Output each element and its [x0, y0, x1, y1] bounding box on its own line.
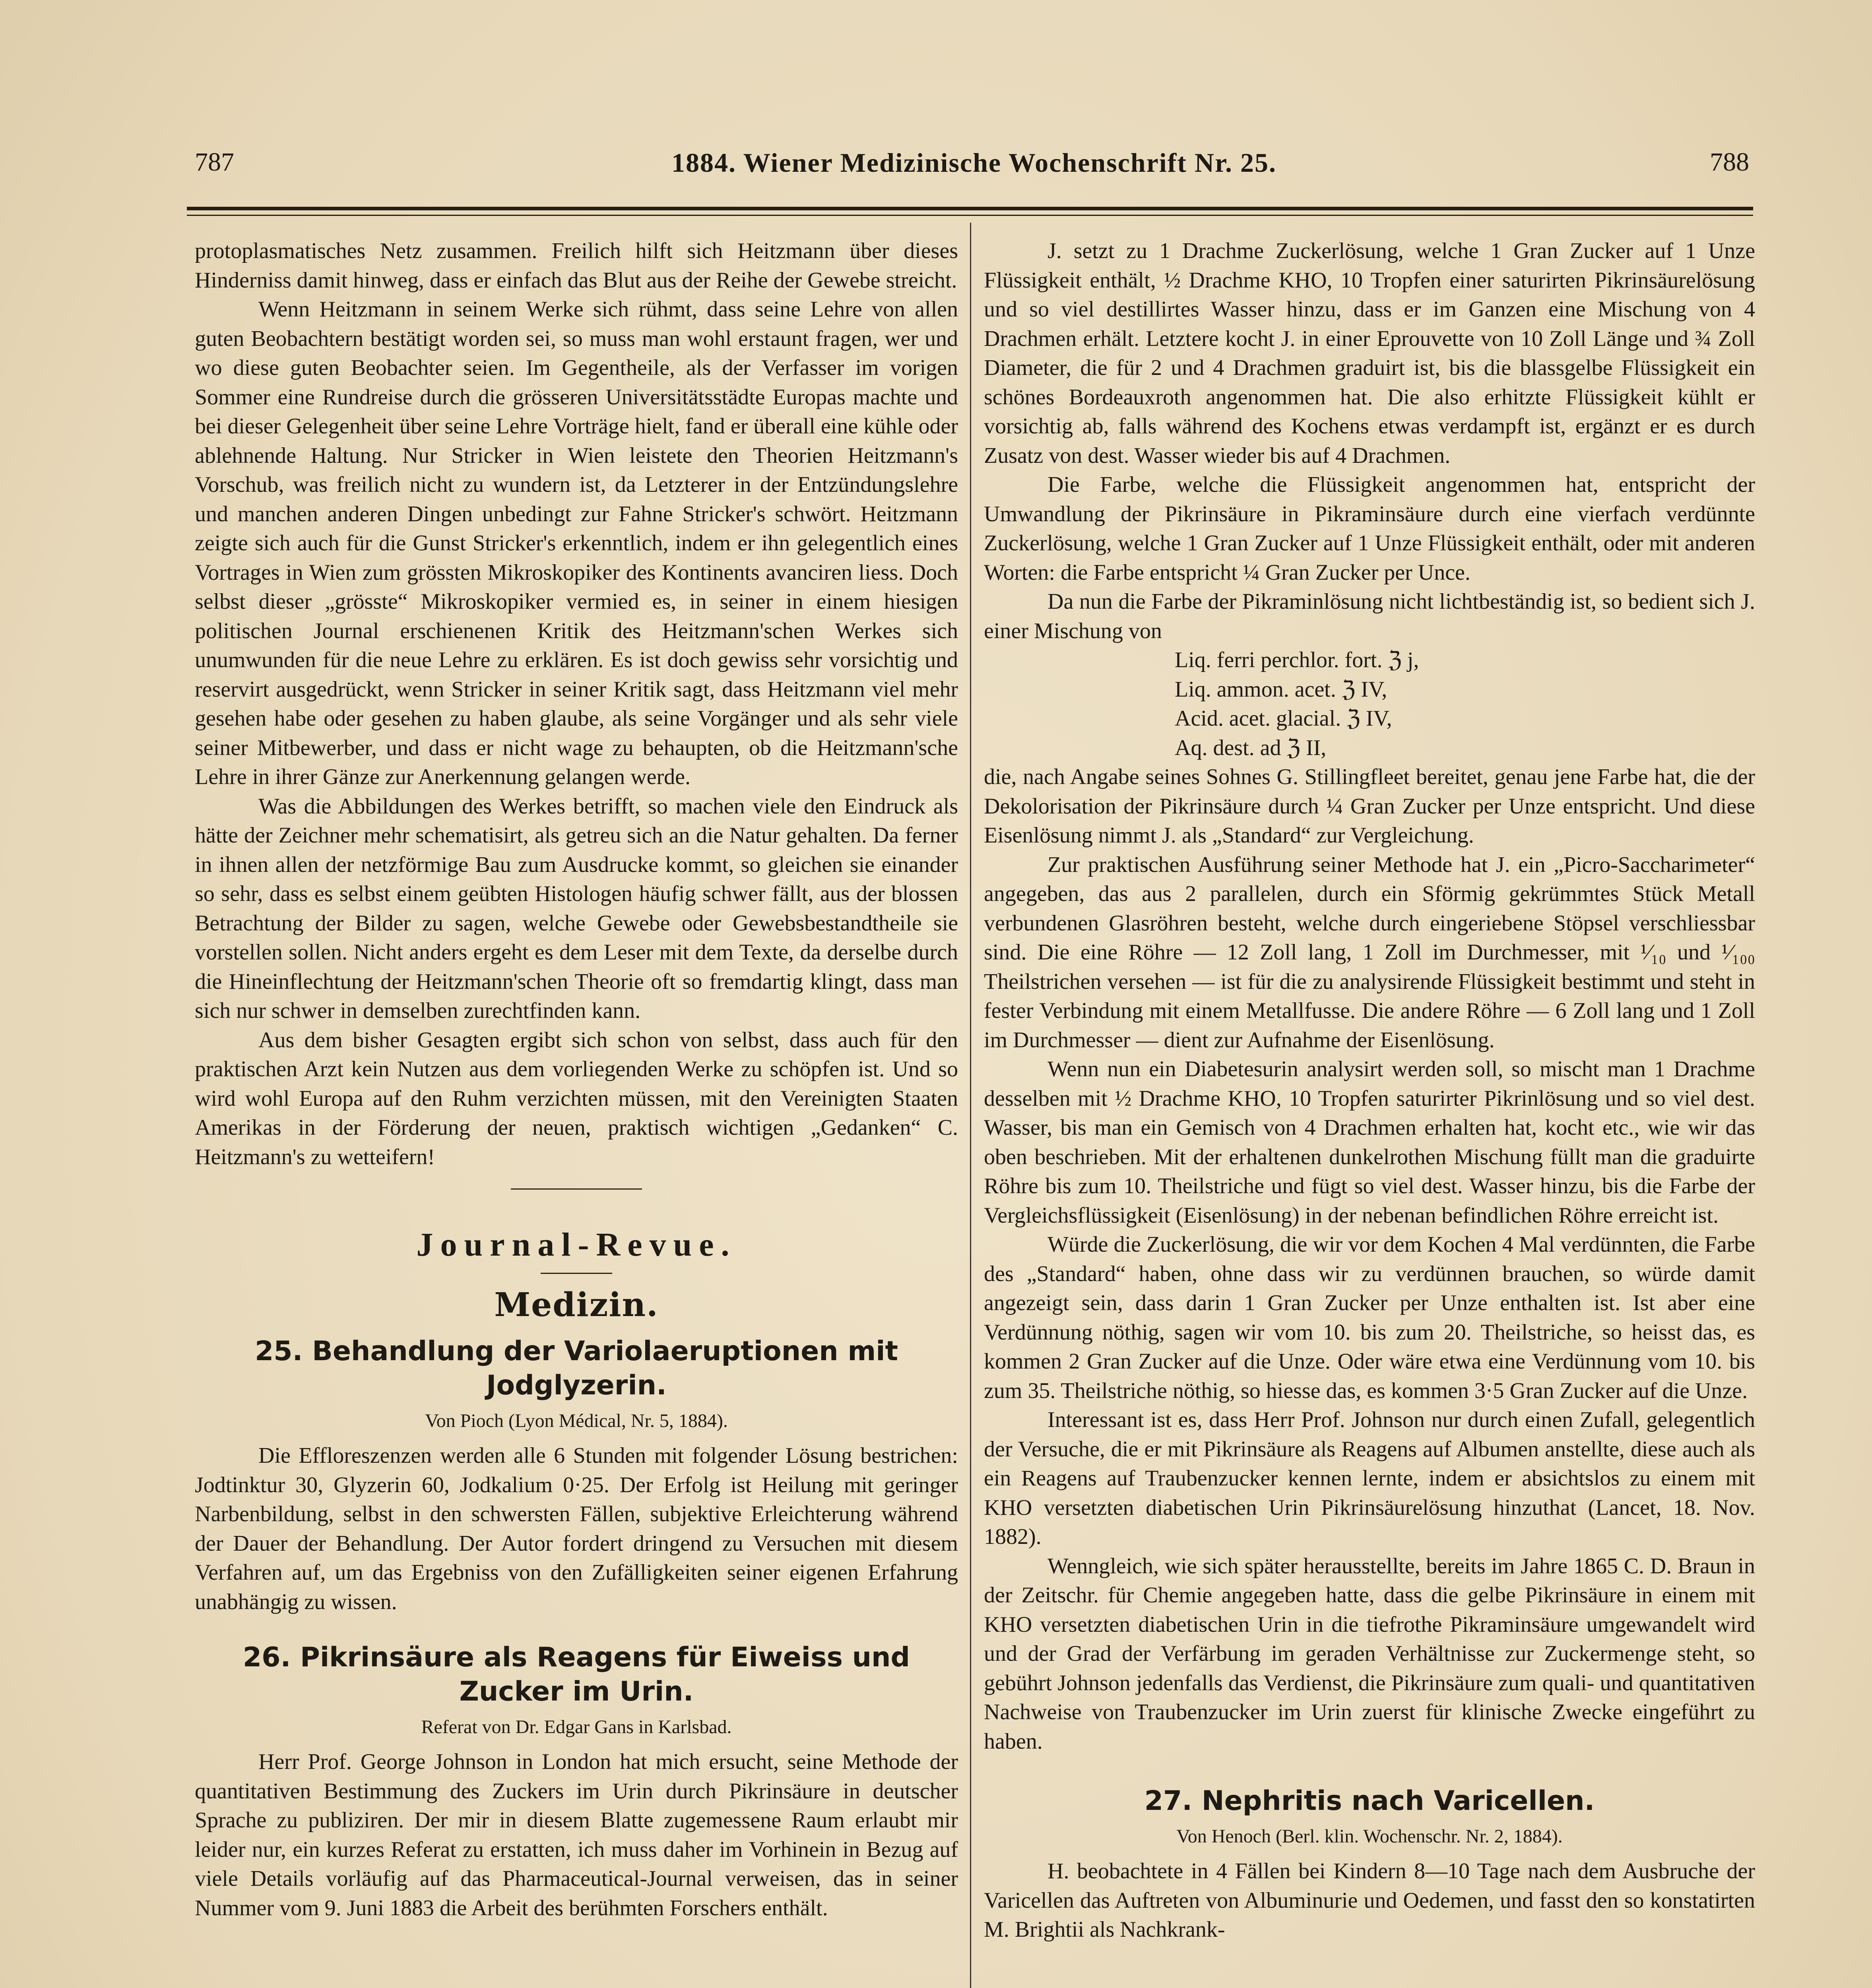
- left-column: [195, 237, 958, 1923]
- paragraph: J. setzt zu 1 Drachme Zuckerlösung, welche 1 Gran Zucker auf 1 Unze Flüssigkeit enthält, ½ Drachme KHO, 10 Tropfen einer saturirten Pikrinsäurelösung und so viel destillirtes Wasser hinzu, dass er im Ganzen eine Mischung von 4 Drachmen erhält. Letztere kocht J. in einer Eprouvette von 10 Zoll Länge und ¾ Zoll Diameter, die für 2 und 4 Drachmen graduirt ist, bis die blassgelbe Flüssigkeit ein schönes Bordeauxroth angenommen hat. Die also erhitzte Flüssigkeit kühlt er vorsichtig ab, falls während des Kochens etwas verdampft ist, ergänzt er es durch Zusatz von dest. Wasser wieder bis auf 4 Drachmen.: [984, 239, 1755, 468]
- article-27-byline: Von Henoch (Berl. klin. Wochenschr. Nr. 2, 1884).: [1176, 1826, 1563, 1847]
- paragraph: Die Farbe, welche die Flüssigkeit angenommen hat, entspricht der Umwandlung der Pikrinsäure in Pikraminsäure durch eine vierfach verdünnte Zuckerlösung, welche 1 Gran Zucker auf 1 Unze Flüssigkeit enthält, oder mit anderen Worten: die Farbe entspricht ¼ Gran Zucker per Unce.: [984, 472, 1755, 585]
- paragraph: Was die Abbildungen des Werkes betrifft, so machen viele den Eindruck als hätte der Zeichner mehr schematisirt, als getreu sich an die Natur gehalten. Da ferner in ihnen allen der netzförmige Bau zum Ausdrucke kommt, so gleichen sie einander so sehr, dass es selbst einem geübten Histologen häufig schwer fällt, aus der blossen Betrachtung der Bilder zu sagen, welche Gewebe oder Gewebsbestandtheile sie vorstellen sollen. Nicht anders ergeht es dem Leser mit dem Texte, da derselbe durch die Hineinflechtung der Heitzmann'schen Theorie oft so fremdartig klingt, dass man sich nur schwer in demselben zurechtfinden kann.: [195, 794, 958, 1023]
- recipe-line: Acid. acet. glacial. ℨ IV,: [1175, 706, 1392, 731]
- recipe-list: [1175, 646, 1755, 763]
- paragraph: Aus dem bisher Gesagten ergibt sich schon von selbst, dass auch für den praktischen Arzt kein Nutzen aus dem vorliegenden Werke zu schöpfen ist. Und so wird wohl Europa auf den Ruhm verzichten müssen, mit den Vereinigten Staaten Amerikas in der Förderung der neuen, praktisch wichtigen „Gedanken“ C. Heitzmann's zu wetteifern!: [195, 1027, 958, 1169]
- recipe-line: Liq. ammon. acet. ℨ IV,: [1175, 677, 1387, 702]
- section-divider: [511, 1188, 642, 1190]
- paragraph: Wenn Heitzmann in seinem Werke sich rühmt, dass seine Lehre von allen guten Beobachtern bestätigt worden sei, so muss man wohl erstaunt fragen, wer und wo diese guten Beobachter seien. Im Gegentheile, als der Verfasser im vorigen Sommer eine Rundreise durch die grösseren Universitätsstädte Europas machte und bei dieser Gelegenheit über seine Lehre Vorträge hielt, fand er überall eine kühle oder ablehnende Haltung. Nur Stricker in Wien leistete den Theorien Heitzmann's Vorschub, was freilich nicht zu wundern ist, da Letzterer in der Entzündungslehre und manchen anderen Dingen unbedingt zur Fahne Stricker's schwört. Heitzmann zeigte sich auch für die Gunst Stricker's erkenntlich, indem er ihn gelegentlich eines Vortrages in Wien zum grössten Mikroskopiker des Kontinents avanciren liess. Doch selbst dieser „grösste“ Mikroskopiker vermied es, in seiner in einem hiesigen politischen Journal erschienenen Kritik des Heitzmann'schen Werkes sich unumwunden für die neue Lehre zu erklären. Es ist doch gewiss sehr vorsichtig und reservirt ausgedrückt, wenn Stricker in seiner Kritik sagt, dass Heitzmann viel mehr gesehen habe oder gesehen zu haben glaube, als seine Vorgänger und als sehr viele seiner Mitbewerber, und dass er nicht wage zu behaupten, ob die Heitzmann'sche Lehre in ihrer Gänze zur Anerkennung gelangen werde.: [195, 297, 958, 789]
- article-26-byline: Referat von Dr. Edgar Gans in Karlsbad.: [421, 1716, 732, 1738]
- column-divider: [970, 223, 971, 1988]
- page-number-right: 788: [1710, 148, 1749, 177]
- header-rule-thick: [187, 207, 1753, 210]
- page-number-left: 787: [195, 148, 234, 177]
- recipe-line: Liq. ferri perchlor. fort. ℨ j,: [1175, 648, 1419, 672]
- header-rule-thin: [187, 215, 1753, 216]
- paragraph: Da nun die Farbe der Pikraminlösung nicht lichtbeständig ist, so bedient sich J. einer Mischung von: [984, 589, 1755, 643]
- section-heading-medizin: Medizin.: [494, 1286, 659, 1324]
- article-25-title: 25. Behandlung der Variolaeruptionen mit Jodglyzerin.: [254, 1336, 898, 1401]
- paragraph: die, nach Angabe seines Sohnes G. Stillingfleet bereitet, genau jene Farbe hat, die der Dekolorisation der Pikrinsäure durch ¼ Gran Zucker per Unze entspricht. Und diese Eisenlösung nimmt J. als „Standard“ zur Vergleichung.: [984, 765, 1755, 848]
- article-27-body: H. beobachtete in 4 Fällen bei Kindern 8—10 Tage nach dem Ausbruche der Varicellen das Auftreten von Albuminurie und Oedemen, und fasst den so konstatirten M. Brightii als Nachkrank-: [984, 1859, 1755, 1942]
- paragraph: Interessant ist es, dass Herr Prof. Johnson nur durch einen Zufall, gelegentlich der Versuche, die er mit Pikrinsäure als Reagens auf Albumen anstellte, diese auch als ein Reagens auf Traubenzucker kennen lernte, indem er absichtslos zu einem mit KHO versetzten diabetischen Urin Pikrinsäurelösung hinzuthat (Lancet, 18. Nov. 1882).: [984, 1408, 1755, 1549]
- paragraph: Wenngleich, wie sich später herausstellte, bereits im Jahre 1865 C. D. Braun in der Zeitschr. für Chemie angegeben hatte, dass die gelbe Pikrinsäure in einem mit KHO versetzten diabetischen Urin in die tiefrothe Pikraminsäure umgewandelt wird und der Grad der Verfärbung im geraden Verhältnisse zur Zuckermenge steht, so gebührt Johnson jedenfalls das Verdienst, die Pikrinsäure zum quali- und quantitativen Nachweise von Traubenzucker im Urin zuerst für klinische Zwecke eingeführt zu haben.: [984, 1553, 1755, 1754]
- journal-revue-heading: Journal-Revue.: [416, 1226, 737, 1263]
- paragraph: Zur praktischen Ausführung seiner Methode hat J. ein „Picro-Saccharimeter“ angegeben, das aus 2 parallelen, durch ein Sförmig gekrümmtes Stück Metall verbundenen Glasröhren besteht, welche durch eingeriebene Stöpsel verschliessbar sind. Die eine Röhre — 12 Zoll lang, 1 Zoll im Durchmesser, mit ¹⁄₁₀ und ¹⁄₁₀₀ Theilstrichen versehen — ist für die zu analysirende Flüssigkeit bestimmt und steht in fester Verbindung mit einem Metallfusse. Die andere Röhre — 6 Zoll lang und 1 Zoll im Durchmesser — dient zur Aufnahme der Eisenlösung.: [984, 852, 1755, 1052]
- journal-masthead: 1884. Wiener Medizinische Wochenschrift Nr. 25.: [671, 148, 1276, 178]
- page-header: [187, 147, 1761, 191]
- article-25-body: Die Effloreszenzen werden alle 6 Stunden mit folgender Lösung bestrichen: Jodtinktur 30, Glyzerin 60, Jodkalium 0·25. Der Erfolg ist Heilung mit geringer Narbenbildung, selbst in den schwersten Fällen, subjektive Erleichterung während der Dauer der Behandlung. Der Autor fordert dringend zu Versuchen mit diesem Verfahren auf, um das Ergebniss von den Zufälligkeiten seiner eigenen Erfahrung unabhängig zu wissen.: [195, 1443, 958, 1614]
- article-26-body: Herr Prof. George Johnson in London hat mich ersucht, seine Methode der quantitativen Bestimmung des Zuckers im Urin durch Pikrinsäure in deutscher Sprache zu publiziren. Der mir in diesem Blatte zugemessene Raum erlaubt mir leider nur, ein kurzes Referat zu erstatten, ich muss daher im Vorhinein in Bezug auf viele Details vorläufig auf das Pharmaceutical-Journal verweisen, das in seiner Nummer vom 9. Juni 1883 die Arbeit des berühmten Forschers enthält.: [195, 1749, 958, 1920]
- paragraph: Wenn nun ein Diabetesurin analysirt werden soll, so mischt man 1 Drachme desselben mit ½ Drachme KHO, 10 Tropfen saturirter Pikrinlösung und so viel dest. Wasser, bis man ein Gemisch von 4 Drachmen erhalten hat, kocht etc., wie wir das oben beschrieben. Mit der erhaltenen dunkelrothen Mischung füllt man die graduirte Röhre bis zum 10. Theilstriche und fügt so viel dest. Wasser hinzu, bis die Farbe der Vergleichsflüssigkeit (Eisenlösung) in der nebenan befindlichen Röhre erreicht ist.: [984, 1057, 1755, 1228]
- right-column: [984, 237, 1755, 1945]
- article-27-title: 27. Nephritis nach Varicellen.: [1144, 1785, 1595, 1817]
- recipe-line: Aq. dest. ad ℨ II,: [1175, 735, 1327, 760]
- article-26-title: 26. Pikrinsäure als Reagens für Eiweiss und Zucker im Urin.: [242, 1642, 910, 1707]
- article-25-byline: Von Pioch (Lyon Médical, Nr. 5, 1884).: [425, 1410, 728, 1431]
- heading-divider: [541, 1273, 612, 1274]
- paragraph: protoplasmatisches Netz zusammen. Freilich hilft sich Heitzmann über dieses Hinderniss damit hinweg, dass er einfach das Blut aus der Reihe der Gewebe streicht.: [195, 239, 958, 293]
- paragraph: Würde die Zuckerlösung, die wir vor dem Kochen 4 Mal verdünnten, die Farbe des „Standard“ haben, ohne dass wir zu verdünnen brauchen, so würde damit angezeigt sein, dass darin 1 Gran Zucker per Unze enthalten ist. Ist aber eine Verdünnung nöthig, sagen wir vom 10. bis zum 20. Theilstriche, so heisst das, es kommen 2 Gran Zucker auf die Unze. Oder wäre etwa eine Verdünnung vom 10. bis zum 35. Theilstriche nöthig, so hiesse das, es kommen 3·5 Gran Zucker auf die Unze.: [984, 1232, 1755, 1403]
